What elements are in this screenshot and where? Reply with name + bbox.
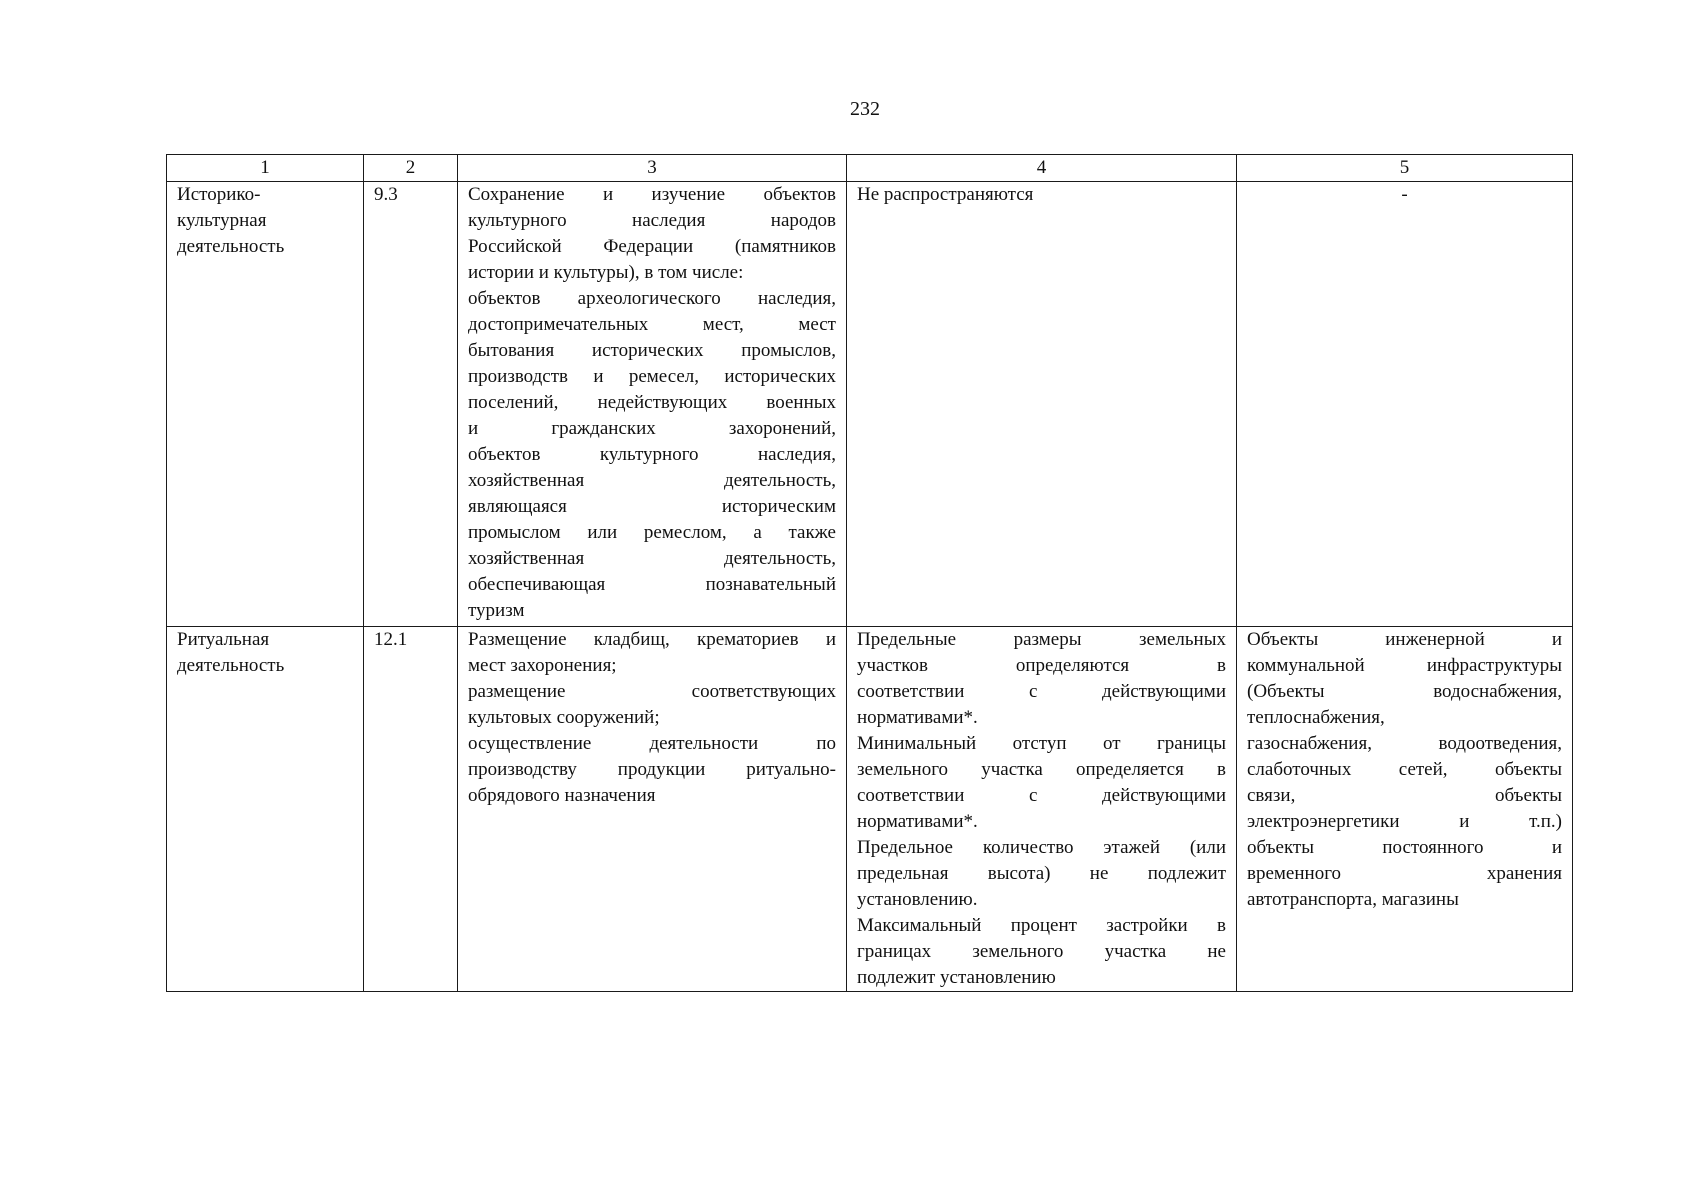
cell-line: коммунальной инфраструктуры <box>1247 655 1562 676</box>
table-header-row <box>167 155 1573 182</box>
cell-line: Объекты инженерной и <box>1247 629 1562 650</box>
cell-line: хозяйственная деятельность, <box>468 470 836 491</box>
cell-line: обеспечивающая познавательный <box>468 574 836 595</box>
cell-line: (Объекты водоснабжения, <box>1247 681 1562 702</box>
cell-line: установлению. <box>857 889 978 910</box>
cell-line: промыслом или ремеслом, а также <box>468 522 836 543</box>
cell-line: истории и культуры), в том числе: <box>468 262 744 283</box>
cell-line: поселений, недействующих военных <box>468 392 836 413</box>
cell-line: культовых сооружений; <box>468 707 660 728</box>
cell-line: Предельное количество этажей (или <box>857 837 1226 858</box>
cell-line: Историко- <box>177 184 261 205</box>
cell-line: осуществление деятельности по <box>468 733 836 754</box>
cell-line: хозяйственная деятельность, <box>468 548 836 569</box>
parameters-cell <box>847 182 1237 627</box>
cell-line: соответствии с действующими <box>857 785 1226 806</box>
cell-line: деятельность <box>177 236 285 257</box>
cell-line: производств и ремесел, исторических <box>468 366 836 387</box>
cell-line: объектов археологического наследия, <box>468 288 836 309</box>
activity-name-cell <box>167 627 364 992</box>
cell-line: Минимальный отступ от границы <box>857 733 1226 754</box>
cell-line: связи, объекты <box>1247 785 1562 806</box>
cell-line: автотранспорта, магазины <box>1247 889 1459 910</box>
auxiliary-uses-cell <box>1237 627 1573 992</box>
cell-line: и гражданских захоронений, <box>468 418 836 439</box>
cell-line: электроэнергетики и т.п.) <box>1247 811 1562 832</box>
table-row <box>167 182 1573 627</box>
cell-line: временного хранения <box>1247 863 1562 884</box>
cell-line: подлежит установлению <box>857 967 1056 988</box>
page-number: 232 <box>850 98 880 120</box>
column-header-3: 3 <box>458 155 847 182</box>
cell-line: слаботочных сетей, объекты <box>1247 759 1562 780</box>
cell-line: Размещение кладбищ, крематориев и <box>468 629 836 650</box>
cell-line: достопримечательных мест, мест <box>468 314 836 335</box>
cell-line: Сохранение и изучение объектов <box>468 184 836 205</box>
cell-line: размещение соответствующих <box>468 681 836 702</box>
auxiliary-uses-cell: - <box>1237 182 1573 627</box>
description-cell <box>458 182 847 627</box>
cell-line: газоснабжения, водоотведения, <box>1247 733 1562 754</box>
code-cell: 9.3 <box>364 182 458 627</box>
cell-line: соответствии с действующими <box>857 681 1226 702</box>
cell-line: земельного участка определяется в <box>857 759 1226 780</box>
activity-name-cell <box>167 182 364 627</box>
cell-line: производству продукции ритуально- <box>468 759 836 780</box>
cell-line: мест захоронения; <box>468 655 617 676</box>
cell-line: Максимальный процент застройки в <box>857 915 1226 936</box>
cell-line: Предельные размеры земельных <box>857 629 1226 650</box>
column-header-4: 4 <box>847 155 1237 182</box>
code-cell: 12.1 <box>364 627 458 992</box>
cell-line: являющаяся историческим <box>468 496 836 517</box>
column-header-5: 5 <box>1237 155 1573 182</box>
cell-line: культурного наследия народов <box>468 210 836 231</box>
column-header-1: 1 <box>167 155 364 182</box>
cell-line: культурная <box>177 210 267 231</box>
parameters-cell <box>847 627 1237 992</box>
cell-line: Российской Федерации (памятников <box>468 236 836 257</box>
cell-line: Ритуальная <box>177 629 270 650</box>
cell-line: границах земельного участка не <box>857 941 1226 962</box>
table-row <box>167 627 1573 992</box>
cell-line: деятельность <box>177 655 285 676</box>
cell-line: теплоснабжения, <box>1247 707 1385 728</box>
cell-line: обрядового назначения <box>468 785 656 806</box>
cell-line: нормативами*. <box>857 707 978 728</box>
cell-line: предельная высота) не подлежит <box>857 863 1226 884</box>
cell-line: туризм <box>468 600 525 621</box>
column-header-2: 2 <box>364 155 458 182</box>
cell-line: объектов культурного наследия, <box>468 444 836 465</box>
cell-line: участков определяются в <box>857 655 1226 676</box>
zoning-table <box>166 154 1573 992</box>
cell-line: объекты постоянного и <box>1247 837 1562 858</box>
cell-line: бытования исторических промыслов, <box>468 340 836 361</box>
cell-line: нормативами*. <box>857 811 978 832</box>
cell-line: Не распространяются <box>857 184 1034 205</box>
description-cell <box>458 627 847 992</box>
